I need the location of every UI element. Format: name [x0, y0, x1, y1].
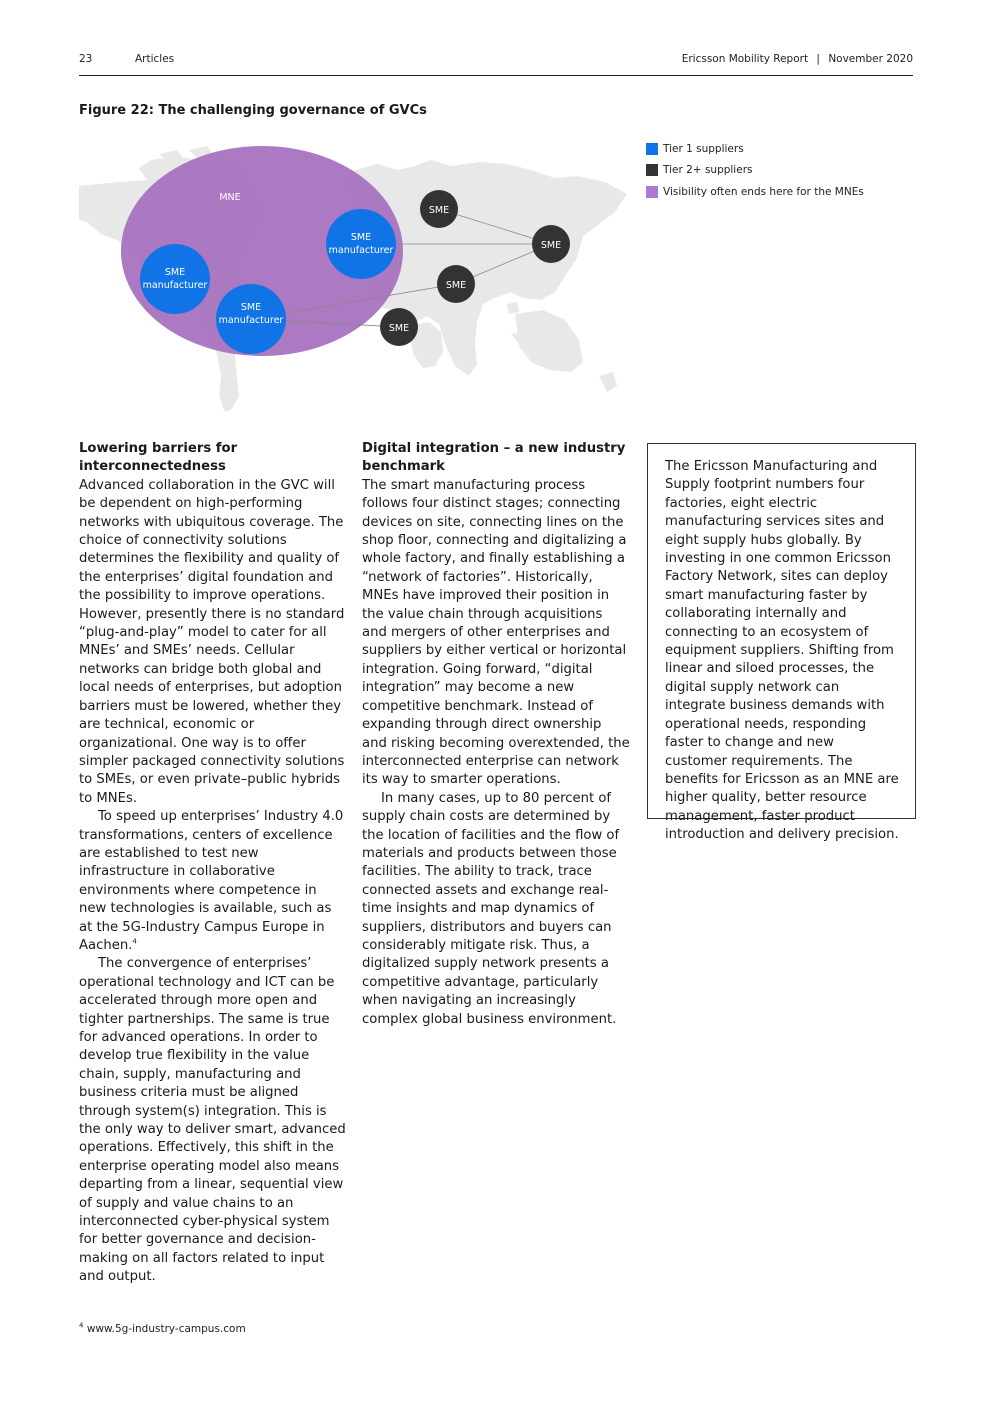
tier2-node [437, 265, 475, 303]
footnote-mark: 4 [79, 1321, 84, 1330]
page-header [79, 53, 913, 76]
section-label: Articles [135, 53, 175, 65]
footnote [79, 1323, 246, 1335]
publication-date: November 2020 [828, 53, 913, 65]
node-label-sme: SME [388, 323, 410, 334]
paragraph: The smart manufacturing process follows four distinct stages; connecting devices on site, connecting lines on the shop floor, connecting and digitalizing a whole factory, and finally establishing a “network of factories”. Historically, MNEs have improved their position in the value chain through acquisitions and mergers of other enterprises and suppliers by either vertical or horizontal integration. Going forward, “digital integration” may become a new competitive benchmark. Instead of expanding through direct ownership and risking becoming overextended, the interconnected enterprise can network its way to smarter operations. [362, 477, 630, 788]
ericsson-sidebar-box [647, 443, 916, 843]
paragraph: Advanced collaboration in the GVC will be dependent on high-performing networks with ubiquitous coverage. The choice of connectivity solutions determines the flexibility and quality of the enterprises’ digital foundation and the possibility to improve operations. However, presently there is no standard “plug-and-play” model to cater for all MNEs’ and SMEs’ needs. Cellular networks can bridge both global and local needs of enterprises, but adoption barriers must be lowered, whether they are technical, economic or organizational. One way is to offer simpler packaged connectivity solutions to SMEs, or even private–public hybrids to MNEs. [79, 477, 345, 806]
node-label-sme: SME [445, 280, 467, 291]
footnote-link[interactable]: www.5g-industry-campus.com [86, 1323, 246, 1335]
node-label-manufacturer: manufacturer [142, 280, 208, 291]
node-label-manufacturer: manufacturer [218, 315, 284, 326]
publication-name: Ericsson Mobility Report [681, 53, 809, 65]
publication-info [682, 53, 913, 65]
legend-swatch-tier2 [646, 164, 658, 176]
gvc-diagram [79, 140, 631, 415]
article-column-1 [79, 440, 347, 1287]
sidebar-text: The Ericsson Manufacturing and Supply footprint numbers four factories, eight electric manufacturing services sites and eight supply hubs globally. By investing in one common Ericsson Factory Network, sites can deploy smart manufacturing faster by collaborating internally and connecting to an ecosystem of equipment suppliers. Shifting from linear and siloed processes, the digital supply network can integrate business demands with operational needs, responding faster to change and new customer requirements. The benefits for Ericsson as an MNE are higher quality, better resource management, faster product introduction and delivery precision. [665, 459, 899, 843]
legend-swatch-visibility [646, 186, 658, 198]
tier2-node [380, 308, 418, 346]
header-separator: | [816, 53, 820, 65]
figure-legend [646, 138, 864, 203]
article-column-2 [362, 440, 630, 1029]
node-label-sme: SME [540, 240, 562, 251]
paragraph: In many cases, up to 80 percent of supply chain costs are determined by the location of facilities and the flow of materials and products between those facilities. The ability to track, trace connected assets and exchange real-time insights and map dynamics of suppliers, distributors and buyers can considerably mitigate risk. Thus, a digitalized supply network presents a competitive advantage, particularly when navigating an increasingly complex global business environment. [362, 790, 620, 1027]
gvc-figure [79, 140, 631, 415]
legend-label: Tier 2+ suppliers [663, 164, 753, 177]
tier1-node [140, 244, 210, 314]
tier1-node [326, 209, 396, 279]
node-label-sme: SME [164, 267, 186, 278]
legend-label: Visibility often ends here for the MNEs [663, 185, 864, 198]
paragraph: The convergence of enterprises’ operational technology and ICT can be accelerated through more open and tighter partnerships. The same is true for advanced operations. In order to develop true flexibility in the value chain, supply, manufacturing and business criteria must be aligned through system(s) integration. This is the only way to deliver smart, advanced operations. Effectively, this shift in the enterprise operating model also means departing from a linear, sequential view of supply and value chains to an interconnected cyber-physical system for better governance and decision-making on all factors related to input and output. [79, 956, 346, 1285]
node-label-sme: SME [240, 302, 262, 313]
section-heading: Digital integration – a new industry benchmark [362, 441, 626, 475]
paragraph [79, 808, 347, 955]
tier2-node [420, 190, 458, 228]
mne-label: MNE [219, 192, 241, 203]
footnote-ref: 4 [132, 937, 137, 946]
node-label-sme: SME [350, 232, 372, 243]
page-number: 23 [79, 53, 93, 65]
legend-label: Tier 1 suppliers [663, 142, 744, 155]
legend-swatch-tier1 [646, 143, 658, 155]
tier2-node [532, 225, 570, 263]
figure-title: Figure 22: The challenging governance of GVCs [79, 103, 427, 118]
legend-item-tier1 [646, 138, 864, 160]
section-heading: Lowering barriers for interconnectedness [79, 441, 238, 475]
node-label-sme: SME [428, 205, 450, 216]
node-label-manufacturer: manufacturer [328, 245, 394, 256]
legend-item-visibility [646, 181, 864, 203]
paragraph-text: To speed up enterprises’ Industry 4.0 transformations, centers of excellence are established to test new infrastructure in collaborative environments where competence in new technologies is available, such as at the 5G-Industry Campus Europe in Aachen. [79, 809, 344, 953]
tier1-node [216, 284, 286, 354]
legend-item-tier2 [646, 160, 864, 182]
